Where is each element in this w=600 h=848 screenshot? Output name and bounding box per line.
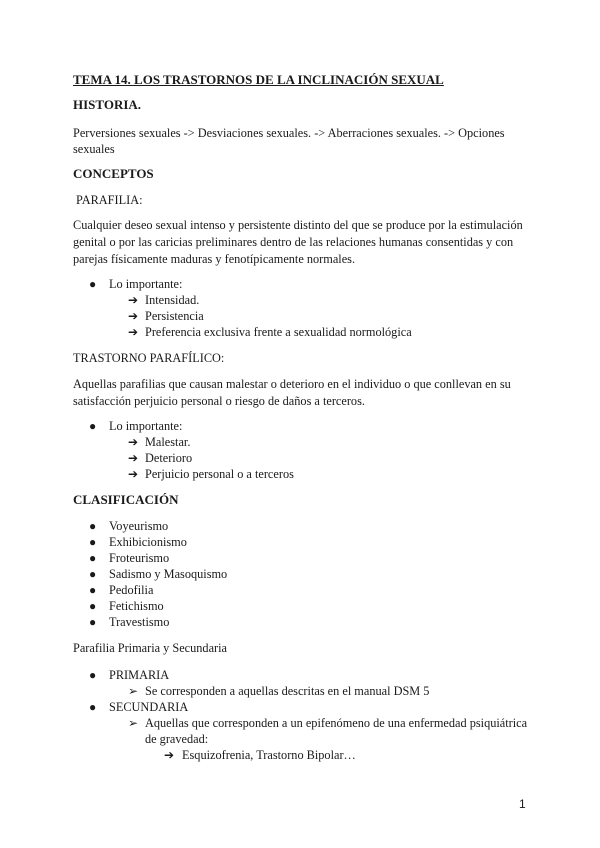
clasificacion-item: Pedofilia — [109, 583, 154, 597]
clasificacion-item: Travestismo — [109, 615, 170, 629]
arrow-icon: ➔ — [164, 748, 175, 762]
clasificacion-item: Exhibicionismo — [109, 535, 187, 549]
bullet-icon: ● — [89, 535, 97, 549]
document-title: TEMA 14. LOS TRASTORNOS DE LA INCLINACIÓN SEXUAL — [73, 72, 444, 87]
trastorno-bullet: Lo importante: — [109, 419, 183, 433]
arrow-icon: ➔ — [128, 467, 139, 481]
arrow-icon: ➔ — [128, 435, 139, 449]
trastorno-point: Deterioro — [145, 451, 193, 465]
bullet-icon: ● — [89, 519, 97, 533]
bullet-icon: ● — [89, 700, 97, 714]
trastorno-definition: Aquellas parafilias que causan malestar o deterioro en el individuo o que conllevan en su satisfacción perjuicio personal o riesgo de daños a terceros. — [73, 377, 511, 408]
clasificacion-item: Fetichismo — [109, 599, 164, 613]
trastorno-heading: TRASTORNO PARAFÍLICO: — [73, 351, 225, 365]
secundaria-example: Esquizofrenia, Trastorno Bipolar… — [182, 748, 356, 762]
clasificacion-item: Voyeurismo — [109, 519, 169, 533]
bullet-icon: ● — [89, 551, 97, 565]
parafilia-bullet: Lo importante: — [109, 277, 183, 291]
secundaria-sub-line2: de gravedad: — [145, 732, 209, 746]
arrow-icon: ➔ — [128, 309, 139, 323]
primaria-sub: Se corresponden a aquellas descritas en el manual DSM 5 — [145, 684, 430, 698]
bullet-icon: ● — [89, 599, 97, 613]
clasificacion-item: Froteurismo — [109, 551, 170, 565]
chevron-icon: ➢ — [128, 684, 139, 698]
historia-text-line2: sexuales — [73, 142, 115, 156]
parafilia-heading: PARAFILIA: — [76, 193, 143, 207]
arrow-icon: ➔ — [128, 325, 139, 339]
bullet-icon: ● — [89, 668, 97, 682]
historia-text-line1: Perversiones sexuales -> Desviaciones sexuales. -> Aberraciones sexuales. -> Opciones — [73, 126, 505, 140]
bullet-icon: ● — [89, 583, 97, 597]
trastorno-point: Perjuicio personal o a terceros — [145, 467, 294, 481]
primaria-label: PRIMARIA — [109, 668, 170, 682]
parafilia-definition: Cualquier deseo sexual intenso y persistente distinto del que se produce por la estimulación genital o por las caricias preliminares dentro de las relaciones humanas consentidas y con parejas físicamente maduras y fenotípicamente normales. — [73, 218, 523, 266]
parafilia-subheading: Parafilia Primaria y Secundaria — [73, 641, 227, 655]
historia-heading: HISTORIA. — [73, 97, 142, 112]
clasificacion-heading: CLASIFICACIÓN — [73, 492, 179, 507]
secundaria-sub-line1: Aquellas que corresponden a un epifenómeno de una enfermedad psiquiátrica — [145, 716, 528, 730]
arrow-icon: ➔ — [128, 451, 139, 465]
parafilia-point: Persistencia — [145, 309, 204, 323]
parafilia-point: Intensidad. — [145, 293, 200, 307]
arrow-icon: ➔ — [128, 293, 139, 307]
bullet-icon: ● — [89, 567, 97, 581]
conceptos-heading: CONCEPTOS — [73, 166, 154, 181]
chevron-icon: ➢ — [128, 716, 139, 730]
bullet-icon: ● — [89, 419, 97, 433]
trastorno-point: Malestar. — [145, 435, 191, 449]
clasificacion-item: Sadismo y Masoquismo — [109, 567, 228, 581]
page-number: 1 — [519, 797, 526, 811]
bullet-icon: ● — [89, 615, 97, 629]
bullet-icon: ● — [89, 277, 97, 291]
secundaria-label: SECUNDARIA — [109, 700, 189, 714]
parafilia-point: Preferencia exclusiva frente a sexualidad normológica — [145, 325, 412, 339]
